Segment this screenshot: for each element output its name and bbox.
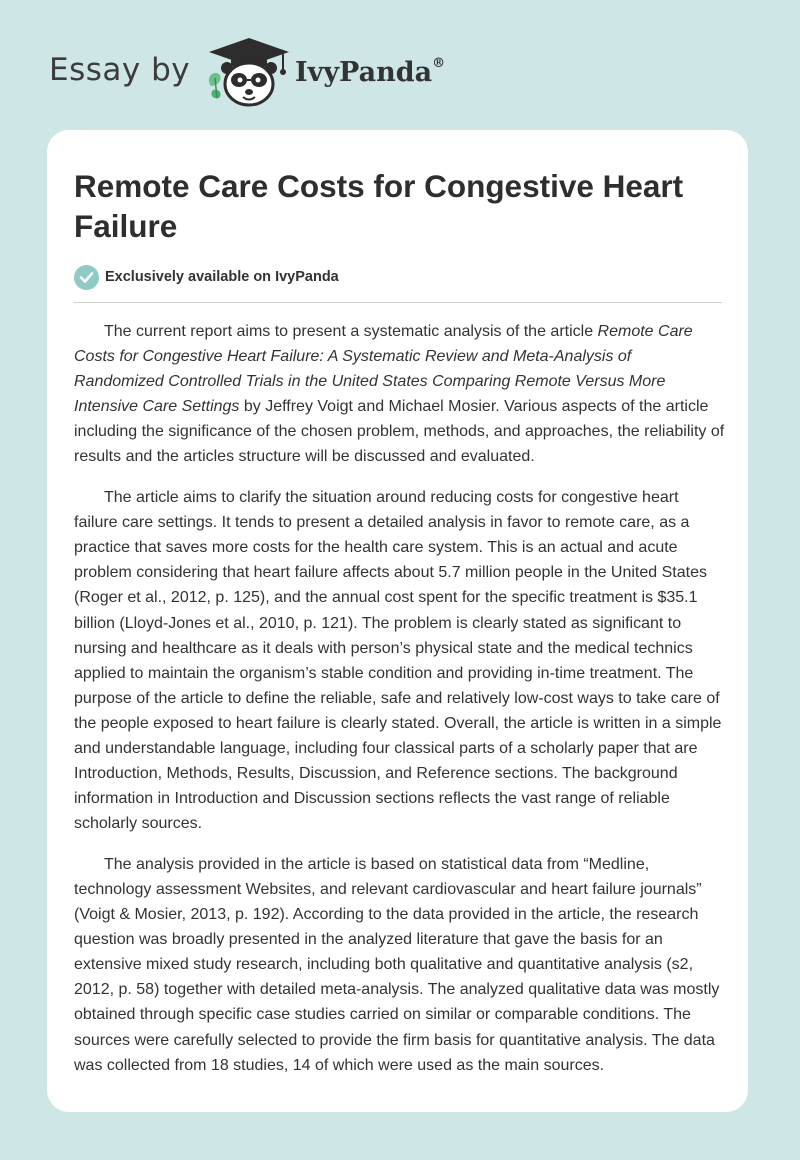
paragraph-3: The analysis provided in the article is based on statistical data from “Medline, technology assessment Websites, and relevant cardiovascular and heart failure journals” (Voigt & Mosier, 2013, p. 192). According to the data provided in the article, the research question was broadly presented in the analyzed literature that gave the basis for an extensive mixed study research, including both qualitative and quantitative analysis (s2, 2012, p. 58) together with detailed meta-analysis. The analyzed qualitative data was mostly obtained through specific case studies carried on similar or comparable conditions. The sources were carefully selected to provide the firm basis for quantitative analysis. The data was collected from 18 studies, 14 of which were used as the main sources. — [74, 855, 720, 1074]
brand-text: IvyPanda — [295, 57, 433, 88]
essay-body — [74, 319, 725, 1093]
check-circle-icon — [74, 265, 99, 290]
paragraph-2: The article aims to clarify the situation around reducing costs for congestive heart failure care settings. It tends to present a detailed analysis in favor to remote care, as a practice that saves more costs for the health care system. This is an actual and acute problem considering that heart failure affects about 5.7 million people in the United States (Roger et al., 2012, p. 125), and the annual cost spent for the specific treatment is $35.1 billion (Lloyd-Jones et al., 2010, p. 121). The problem is clearly stated as significant to nursing and healthcare as it deals with person’s physical state and the medical technics applied to maintain the organism’s stable condition and providing in-time treatment. The purpose of the article to define the reliable, safe and relatively low-cost ways to take care of the people exposed to heart failure is clearly stated. Overall, the article is written in a simple and understandable language, including four classical parts of a scholarly paper that are Introduction, Methods, Results, Discussion, and Reference sections. The background information in Introduction and Discussion sections reflects the vast range of reliable scholarly sources. — [74, 489, 722, 833]
essay-by-label: Essay by — [49, 52, 191, 88]
exclusive-badge-label: Exclusively available on IvyPanda — [105, 269, 339, 285]
site-header — [49, 34, 509, 114]
paragraph-1-intro: The current report aims to present a systematic analysis of the article — [104, 323, 598, 340]
exclusive-badge — [74, 264, 339, 290]
paragraph-1-rest: by Jeffrey Voigt and Michael Mosier. Various aspects of the article including the significance of the chosen problem, methods, and approaches, the reliability of results and the articles structure will be discussed and evaluated. — [74, 398, 725, 466]
essay-card — [47, 130, 748, 1112]
brand-name[interactable] — [295, 57, 445, 88]
registered-mark: ® — [432, 56, 446, 71]
divider — [74, 302, 722, 303]
panda-graduate-logo-icon[interactable] — [203, 34, 295, 110]
article-title-citation: Remote Care Costs for Congestive Heart Failure: A Systematic Review and Meta-Analysis of Randomized Controlled Trials in the United States Comparing Remote Versus More Intensive Care Settings — [74, 323, 693, 416]
essay-title: Remote Care Costs for Congestive Heart Failure — [74, 168, 684, 244]
paragraph-1 — [74, 319, 725, 470]
